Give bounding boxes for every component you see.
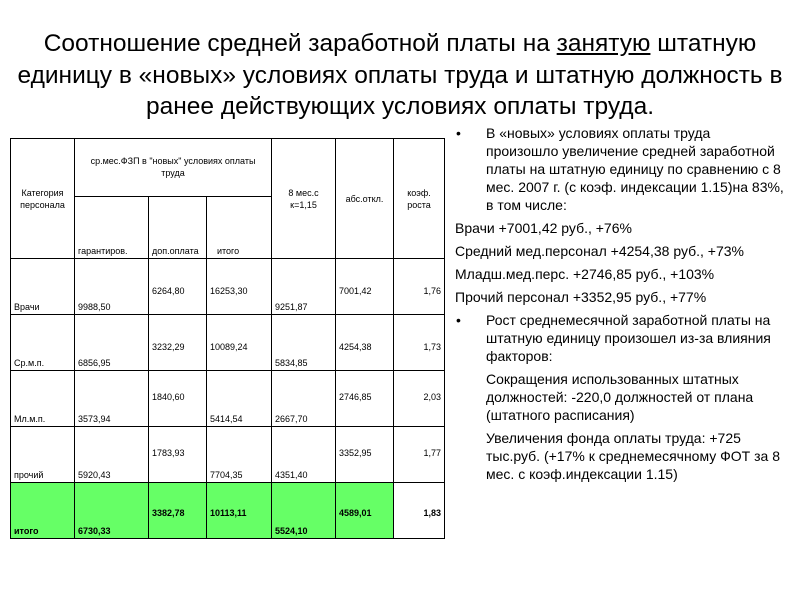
table-row [11,259,445,315]
notes-panel [455,124,785,488]
row-category: Врачи [11,259,75,315]
table-row [11,315,445,371]
row-eight-months: 9251,87 [272,259,336,315]
row-guaranteed: 9988,50 [75,259,149,315]
row-extra: 6264,80 [149,259,207,315]
row-category: Ср.м.п. [11,315,75,371]
header-total: итого [207,197,272,259]
header-extra: доп.оплата [149,197,207,259]
row-abs-dev: 4589,01 [336,483,394,539]
header-growth-coef: коэф. роста [394,139,445,259]
row-extra: 3382,78 [149,483,207,539]
row-eight-months: 5834,85 [272,315,336,371]
row-guaranteed: 6856,95 [75,315,149,371]
bullet-dot: • [456,312,461,328]
title-part1: Соотношение средней заработной платы на [43,30,557,57]
bullet-text: Рост среднемесячной заработной платы на штатную единицу произошел из-за влияния факторов: [486,312,771,364]
title-part2: штатную единицу в «новых» условиях оплаты труда и штатную должность в ранее действующих условиях оплаты труда. [17,30,783,120]
row-extra: 3232,29 [149,315,207,371]
factor-item: Сокращения использованных штатных должностей: -220,0 должностей от плана (штатного расписания) [486,371,754,423]
note-line-junior-staff: Младш.мед.перс. +2746,85 руб., +103% [455,266,715,282]
row-guaranteed: 5920,43 [75,427,149,483]
header-fzp-group: ср.мес.ФЗП в "новых" условиях оплаты труда [75,139,272,197]
table-row [11,427,445,483]
bullet-item [455,124,785,214]
note-line-doctors: Врачи +7001,42 руб., +76% [455,220,632,236]
header-eight-months: 8 мес.с к=1,15 [272,139,336,259]
row-abs-dev: 2746,85 [336,371,394,427]
row-abs-dev: 7001,42 [336,259,394,315]
row-total: 10113,11 [207,483,272,539]
row-category: прочий [11,427,75,483]
row-category: итого [11,483,75,539]
row-eight-months: 5524,10 [272,483,336,539]
row-total: 10089,24 [207,315,272,371]
row-abs-dev: 3352,95 [336,427,394,483]
row-growth-coef: 1,83 [394,483,445,539]
row-growth-coef: 2,03 [394,371,445,427]
row-growth-coef: 1,77 [394,427,445,483]
row-guaranteed: 6730,33 [75,483,149,539]
row-total: 5414,54 [207,371,272,427]
bullet-item [455,311,785,365]
row-extra: 1840,60 [149,371,207,427]
title-underlined-word: занятую [556,30,651,57]
note-line-other-staff: Прочий персонал +3352,95 руб., +77% [455,289,707,305]
row-total: 16253,30 [207,259,272,315]
factor-item: Увеличения фонда оплаты труда: +725 тыс.руб. (+17% к среднемесячному ФОТ за 8 мес. с коэф.индексации 1.15) [486,430,780,482]
bullet-text: В «новых» условиях оплаты труда произошло увеличение средней заработной платы на штатную единицу по сравнению с 8 мес. 2007 г. (с коэф. индексации 1.15)на 83%, в том числе: [486,125,784,213]
note-line-mid-staff: Средний мед.персонал +4254,38 руб., +73% [455,243,744,259]
row-growth-coef: 1,76 [394,259,445,315]
row-guaranteed: 3573,94 [75,371,149,427]
header-guaranteed: гарантиров. [75,197,149,259]
table-total-row [11,483,445,539]
row-eight-months: 2667,70 [272,371,336,427]
header-abs-dev: абс.откл. [336,139,394,259]
row-abs-dev: 4254,38 [336,315,394,371]
salary-table [10,138,445,539]
bullet-dot: • [456,125,461,141]
row-eight-months: 4351,40 [272,427,336,483]
row-category: Мл.м.п. [11,371,75,427]
slide-title [0,28,800,123]
row-extra: 1783,93 [149,427,207,483]
table-header-row-1 [11,139,445,197]
header-category: Категория персонала [11,139,75,259]
row-growth-coef: 1,73 [394,315,445,371]
table-row [11,371,445,427]
row-total: 7704,35 [207,427,272,483]
